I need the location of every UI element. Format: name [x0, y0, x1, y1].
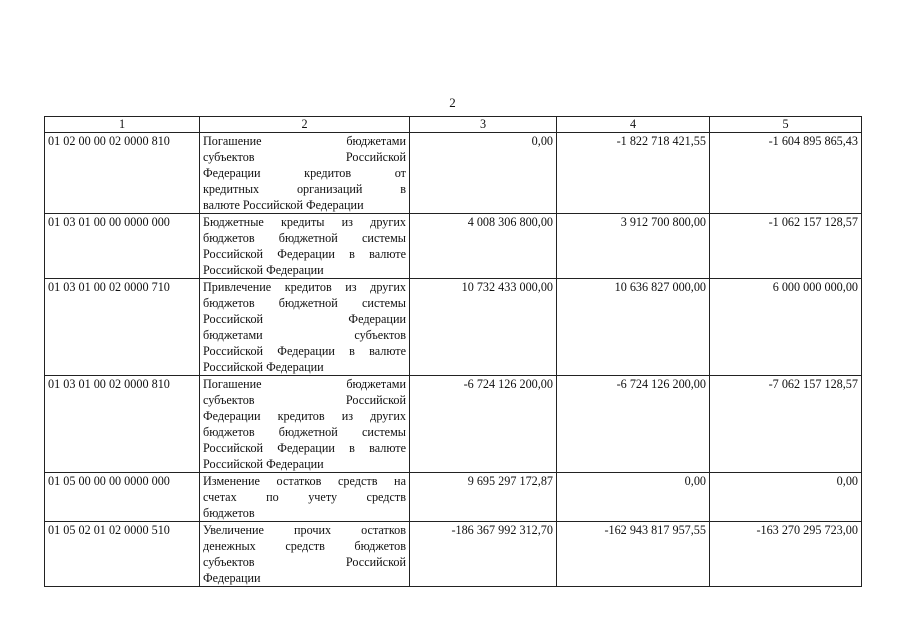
description-line: Российской Федерации в валюте [203, 441, 406, 455]
budget-code: 01 02 00 00 02 0000 810 [45, 133, 200, 214]
description-line: Федерации кредитов из других [203, 409, 406, 423]
amount-column-3: -186 367 992 312,70 [410, 522, 557, 587]
source-description [200, 376, 410, 473]
description-line: бюджетами субъектов [203, 328, 406, 342]
description-line: субъектов Российской [203, 555, 406, 569]
amount-column-5: -1 062 157 128,57 [710, 214, 862, 279]
budget-sources-table [44, 116, 862, 587]
amount-column-5: -1 604 895 865,43 [710, 133, 862, 214]
amount-column-4: -1 822 718 421,55 [557, 133, 710, 214]
budget-code: 01 03 01 00 02 0000 710 [45, 279, 200, 376]
amount-column-4: 3 912 700 800,00 [557, 214, 710, 279]
amount-column-4: 10 636 827 000,00 [557, 279, 710, 376]
amount-column-4: -162 943 817 957,55 [557, 522, 710, 587]
source-description [200, 522, 410, 587]
column-header-5: 5 [710, 117, 862, 133]
amount-column-3: 9 695 297 172,87 [410, 473, 557, 522]
source-description [200, 473, 410, 522]
description-line: Российской Федерации [203, 263, 324, 277]
source-description [200, 214, 410, 279]
page-number: 2 [449, 95, 456, 110]
amount-column-5: -7 062 157 128,57 [710, 376, 862, 473]
description-line: Привлечение кредитов из других [203, 280, 406, 294]
amount-column-3: -6 724 126 200,00 [410, 376, 557, 473]
description-line: счетах по учету средств [203, 490, 406, 504]
table-row [45, 522, 862, 587]
description-line: субъектов Российской [203, 393, 406, 407]
budget-code: 01 03 01 00 00 0000 000 [45, 214, 200, 279]
amount-column-5: 0,00 [710, 473, 862, 522]
column-header-4: 4 [557, 117, 710, 133]
amount-column-5: 6 000 000 000,00 [710, 279, 862, 376]
column-header-2: 2 [200, 117, 410, 133]
description-line: Изменение остатков средств на [203, 474, 406, 488]
description-line: Российской Федерации [203, 312, 406, 326]
amount-column-3: 4 008 306 800,00 [410, 214, 557, 279]
budget-code: 01 05 00 00 00 0000 000 [45, 473, 200, 522]
source-description [200, 279, 410, 376]
description-line: бюджетов бюджетной системы [203, 296, 406, 310]
column-header-3: 3 [410, 117, 557, 133]
table-row [45, 279, 862, 376]
description-line: бюджетов бюджетной системы [203, 425, 406, 439]
table-row [45, 214, 862, 279]
description-line: Федерации кредитов от [203, 166, 406, 180]
description-line: Российской Федерации [203, 360, 324, 374]
description-line: бюджетов [203, 506, 255, 520]
description-line: Российской Федерации в валюте [203, 344, 406, 358]
description-line: Российской Федерации [203, 457, 324, 471]
amount-column-4: 0,00 [557, 473, 710, 522]
description-line: Бюджетные кредиты из других [203, 215, 406, 229]
description-line: Российской Федерации в валюте [203, 247, 406, 261]
budget-code: 01 03 01 00 02 0000 810 [45, 376, 200, 473]
description-line: денежных средств бюджетов [203, 539, 406, 553]
amount-column-3: 10 732 433 000,00 [410, 279, 557, 376]
table-row [45, 133, 862, 214]
description-line: бюджетов бюджетной системы [203, 231, 406, 245]
column-header-1: 1 [45, 117, 200, 133]
amount-column-5: -163 270 295 723,00 [710, 522, 862, 587]
description-line: валюте Российской Федерации [203, 198, 364, 212]
table-row [45, 376, 862, 473]
description-line: Увеличение прочих остатков [203, 523, 406, 537]
description-line: кредитных организаций в [203, 182, 406, 196]
amount-column-3: 0,00 [410, 133, 557, 214]
description-line: Погашение бюджетами [203, 377, 406, 391]
description-line: субъектов Российской [203, 150, 406, 164]
table-row [45, 473, 862, 522]
source-description [200, 133, 410, 214]
column-number-row [45, 117, 862, 133]
description-line: Федерации [203, 571, 261, 585]
amount-column-4: -6 724 126 200,00 [557, 376, 710, 473]
description-line: Погашение бюджетами [203, 134, 406, 148]
budget-code: 01 05 02 01 02 0000 510 [45, 522, 200, 587]
